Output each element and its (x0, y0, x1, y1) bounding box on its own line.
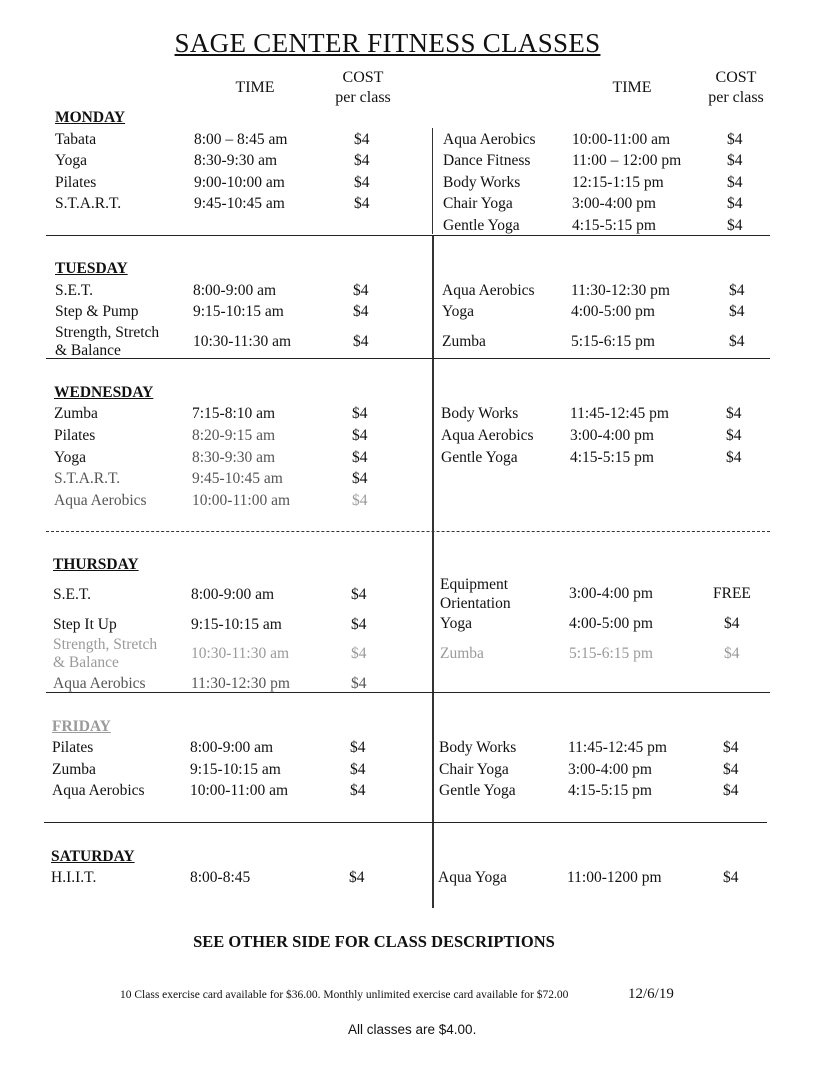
class-time: 4:15-5:15 pm (570, 449, 654, 466)
class-cost: $4 (729, 333, 745, 350)
class-cost: $4 (351, 616, 367, 633)
class-time: 7:15-8:10 am (192, 405, 276, 422)
class-cost: $4 (723, 869, 739, 886)
class-name-continued: & Balance (53, 654, 119, 671)
class-cost: $4 (727, 195, 743, 212)
class-cost: $4 (351, 645, 367, 662)
day-heading-tuesday: TUESDAY (55, 260, 128, 277)
day-heading-friday: FRIDAY (52, 718, 111, 735)
day-heading-thursday: THURSDAY (53, 556, 139, 573)
header-cost-left (328, 68, 398, 108)
class-cost: $4 (724, 645, 740, 662)
section-divider (44, 822, 767, 823)
class-name: Chair Yoga (439, 761, 509, 778)
header-time-right: TIME (612, 79, 652, 96)
class-name: Aqua Aerobics (52, 782, 145, 799)
class-time: 3:00-4:00 pm (568, 761, 652, 778)
class-name: Zumba (54, 405, 98, 422)
day-heading-wednesday: WEDNESDAY (54, 384, 154, 401)
class-cost: $4 (352, 449, 368, 466)
class-cost: $4 (351, 586, 367, 603)
class-time: 8:00-9:00 am (193, 282, 277, 299)
class-time: 9:15-10:15 am (190, 761, 281, 778)
class-name: Pilates (54, 427, 96, 444)
class-cost: $4 (354, 152, 370, 169)
class-time: 3:00-4:00 pm (569, 585, 653, 602)
class-cost: $4 (352, 405, 368, 422)
class-time: 8:00-8:45 (190, 869, 251, 886)
class-cost: $4 (729, 282, 745, 299)
class-name: Equipment (440, 576, 509, 593)
class-time: 12:15-1:15 pm (572, 174, 664, 191)
class-cost: $4 (350, 782, 366, 799)
class-name: Aqua Aerobics (54, 492, 147, 509)
class-cost: $4 (352, 427, 368, 444)
see-other-side-note: SEE OTHER SIDE FOR CLASS DESCRIPTIONS (193, 932, 555, 951)
column-divider (432, 128, 433, 234)
class-cost: $4 (723, 782, 739, 799)
header-cost-right (701, 68, 771, 108)
class-cost: $4 (353, 303, 369, 320)
class-time: 8:20-9:15 am (192, 427, 276, 444)
header-cost-label: COST (715, 69, 757, 86)
section-divider (46, 692, 770, 693)
class-name: S.T.A.R.T. (54, 470, 121, 487)
header-per-class-label: per class (335, 89, 391, 106)
class-time: 11:30-12:30 pm (571, 282, 670, 299)
class-name: Dance Fitness (443, 152, 531, 169)
class-time: 11:30-12:30 pm (191, 675, 290, 692)
class-time: 4:15-5:15 pm (572, 217, 656, 234)
class-name: Body Works (443, 174, 521, 191)
header-per-class-label: per class (708, 89, 764, 106)
class-cost: $4 (726, 449, 742, 466)
class-name-continued: Orientation (440, 595, 511, 612)
class-time: 3:00-4:00 pm (570, 427, 654, 444)
class-name: Yoga (55, 152, 88, 169)
class-time: 10:00-11:00 am (572, 131, 671, 148)
class-cost: $4 (352, 492, 368, 509)
class-time: 10:00-11:00 am (190, 782, 289, 799)
class-time: 9:45-10:45 am (192, 470, 283, 487)
class-cost: $4 (724, 615, 740, 632)
class-cost: $4 (350, 761, 366, 778)
class-time: 10:00-11:00 am (192, 492, 291, 509)
class-cost: $4 (354, 131, 370, 148)
section-divider (46, 358, 770, 359)
class-cost: $4 (727, 217, 743, 234)
class-name: Step It Up (53, 616, 117, 633)
class-time: 8:00-9:00 am (190, 739, 274, 756)
class-time: 11:45-12:45 pm (568, 739, 667, 756)
page-title: SAGE CENTER FITNESS CLASSES (174, 28, 601, 58)
class-time: 11:45-12:45 pm (570, 405, 669, 422)
class-cost: $4 (349, 869, 365, 886)
class-name: Yoga (440, 615, 473, 632)
class-name: Gentle Yoga (439, 782, 516, 799)
class-time: 8:30-9:30 am (192, 449, 276, 466)
exercise-card-info: 10 Class exercise card available for $36.00. Monthly unlimited exercise card available for $72.00 (120, 989, 569, 1001)
class-name: Step & Pump (55, 303, 139, 320)
class-time: 10:30-11:30 am (193, 333, 292, 350)
class-time: 9:45-10:45 am (194, 195, 285, 212)
class-time: 8:00 – 8:45 am (194, 131, 288, 148)
class-name: Tabata (55, 131, 97, 148)
class-cost: $4 (727, 174, 743, 191)
class-name: Aqua Aerobics (442, 282, 535, 299)
class-cost: $4 (352, 470, 368, 487)
class-time: 5:15-6:15 pm (569, 645, 653, 662)
class-name: Yoga (442, 303, 475, 320)
class-cost: $4 (726, 405, 742, 422)
class-time: 4:15-5:15 pm (568, 782, 652, 799)
class-cost: $4 (350, 739, 366, 756)
class-time: 9:00-10:00 am (194, 174, 285, 191)
class-name: Aqua Aerobics (53, 675, 146, 692)
class-name: Zumba (440, 645, 484, 662)
day-heading-monday: MONDAY (55, 109, 126, 126)
class-time: 4:00-5:00 pm (571, 303, 655, 320)
class-cost: $4 (723, 761, 739, 778)
class-cost: $4 (729, 303, 745, 320)
class-name: Gentle Yoga (443, 217, 520, 234)
class-cost: $4 (726, 427, 742, 444)
class-time: 3:00-4:00 pm (572, 195, 656, 212)
class-time: 5:15-6:15 pm (571, 333, 655, 350)
class-name: Aqua Yoga (438, 869, 507, 886)
class-name: S.T.A.R.T. (55, 195, 122, 212)
class-cost: FREE (713, 585, 751, 602)
class-name: Strength, Stretch (53, 636, 158, 653)
class-time: 8:30-9:30 am (194, 152, 278, 169)
class-name: Pilates (52, 739, 94, 756)
class-name: Strength, Stretch (55, 324, 160, 341)
class-name-continued: & Balance (55, 342, 121, 359)
class-name: S.E.T. (53, 586, 92, 603)
header-cost-label: COST (342, 69, 384, 86)
class-name: Pilates (55, 174, 97, 191)
class-cost: $4 (727, 152, 743, 169)
class-time: 11:00 – 12:00 pm (572, 152, 682, 169)
section-divider (46, 531, 770, 532)
class-name: Yoga (54, 449, 87, 466)
class-time: 9:15-10:15 am (191, 616, 282, 633)
class-time: 11:00-1200 pm (567, 869, 662, 886)
class-name: Body Works (441, 405, 519, 422)
header-time-left: TIME (235, 79, 275, 96)
revision-date: 12/6/19 (628, 986, 674, 1002)
class-name: H.I.I.T. (51, 869, 97, 886)
class-cost: $4 (727, 131, 743, 148)
class-time: 8:00-9:00 am (191, 586, 275, 603)
all-classes-price-note: All classes are $4.00. (348, 1022, 477, 1037)
class-cost: $4 (354, 174, 370, 191)
column-divider (432, 236, 434, 908)
class-time: 10:30-11:30 am (191, 645, 290, 662)
class-cost: $4 (354, 195, 370, 212)
class-cost: $4 (351, 675, 367, 692)
class-name: Aqua Aerobics (441, 427, 534, 444)
section-divider (46, 235, 770, 236)
class-name: Body Works (439, 739, 517, 756)
class-time: 4:00-5:00 pm (569, 615, 653, 632)
class-cost: $4 (353, 333, 369, 350)
class-name: Zumba (52, 761, 96, 778)
day-heading-saturday: SATURDAY (51, 848, 135, 865)
class-name: S.E.T. (55, 282, 94, 299)
class-time: 9:15-10:15 am (193, 303, 284, 320)
class-cost: $4 (353, 282, 369, 299)
class-cost: $4 (723, 739, 739, 756)
class-name: Aqua Aerobics (443, 131, 536, 148)
class-name: Chair Yoga (443, 195, 513, 212)
class-name: Zumba (442, 333, 486, 350)
class-name: Gentle Yoga (441, 449, 518, 466)
